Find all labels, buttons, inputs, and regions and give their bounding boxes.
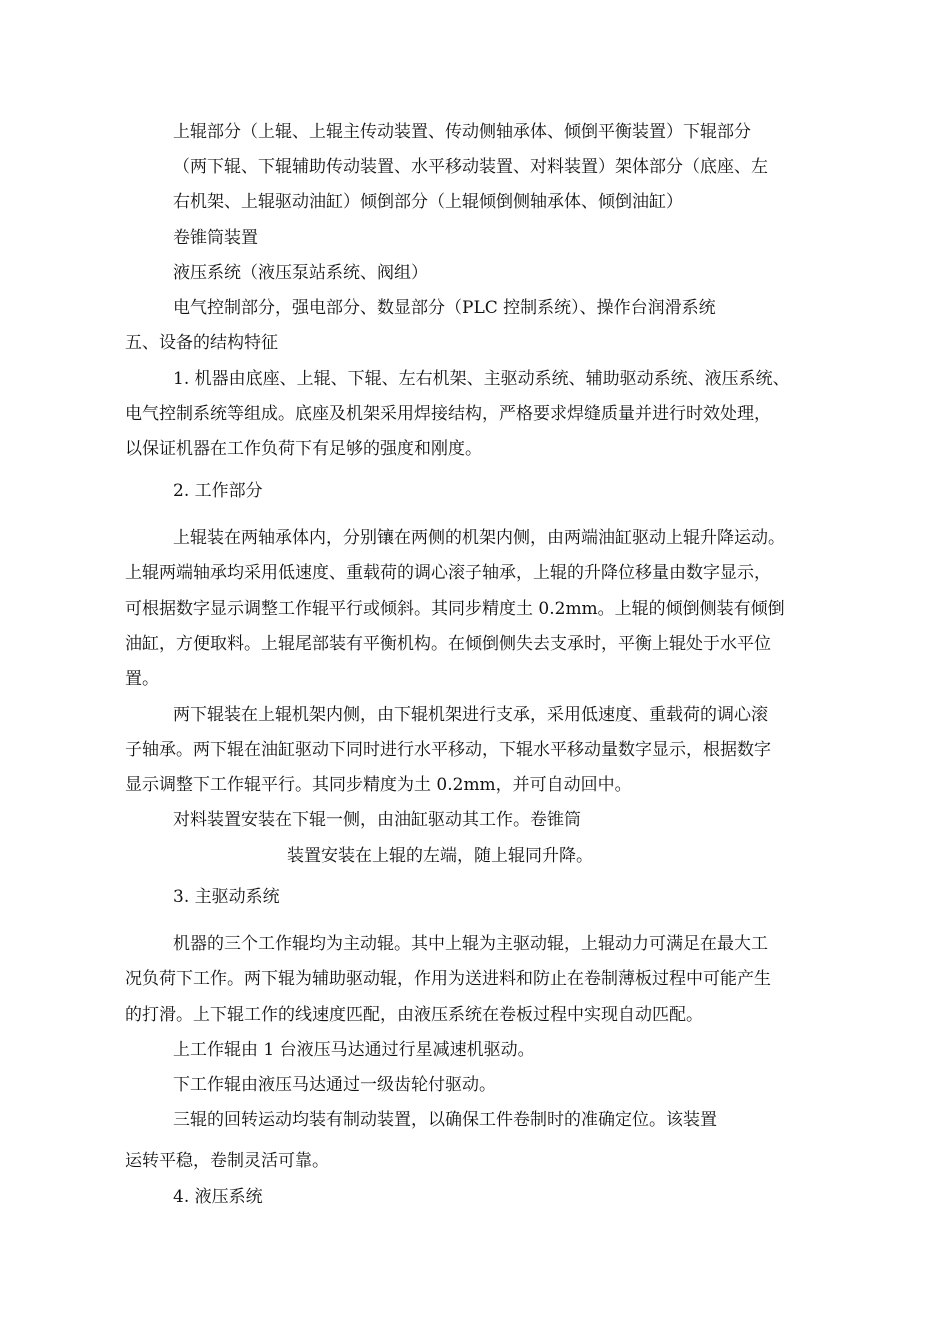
text-line: 上辊两端轴承均采用低速度、重载荷的调心滚子轴承，上辊的升降位移量由数字显示， <box>125 563 771 583</box>
section-heading: 五、设备的结构特征 <box>125 333 278 353</box>
text-line: 电气控制部分，强电部分、数显部分（PLC 控制系统）、操作台润滑系统 <box>173 298 716 318</box>
text-line: 两下辊装在上辊机架内侧，由下辊机架进行支承，采用低速度、重载荷的调心滚 <box>173 705 768 725</box>
item-3-heading: 3. 主驱动系统 <box>173 887 280 907</box>
text-line: 机器的三个工作辊均为主动辊。其中上辊为主驱动辊，上辊动力可满足在最大工 <box>173 934 768 954</box>
text-line: 上辊部分（上辊、上辊主传动装置、传动侧轴承体、倾倒平衡装置）下辊部分 <box>173 122 751 142</box>
text-line: 显示调整下工作辊平行。其同步精度为土 0.2mm，并可自动回中。 <box>125 775 632 795</box>
text-line: 卷锥筒装置 <box>173 228 258 248</box>
text-line: 三辊的回转运动均装有制动装置，以确保工件卷制时的准确定位。该装置 <box>173 1110 717 1130</box>
text-line: 以保证机器在工作负荷下有足够的强度和刚度。 <box>125 439 482 459</box>
text-line: 可根据数字显示调整工作辊平行或倾斜。其同步精度土 0.2mm。上辊的倾倒侧装有倾倒 <box>125 599 785 619</box>
text-line: 上辊装在两轴承体内，分别镶在两侧的机架内侧，由两端油缸驱动上辊升降运动。 <box>173 528 785 548</box>
text-line: 右机架、上辊驱动油缸）倾倒部分（上辊倾倒侧轴承体、倾倒油缸） <box>173 192 683 212</box>
text-line: 电气控制系统等组成。底座及机架采用焊接结构，严格要求焊缝质量并进行时效处理， <box>125 404 771 424</box>
text-line: 况负荷下工作。两下辊为辅助驱动辊，作用为送进料和防止在卷制薄板过程中可能产生 <box>125 969 771 989</box>
text-line: 装置安装在上辊的左端，随上辊同升降。 <box>287 846 593 866</box>
text-line: 油缸，方便取料。上辊尾部装有平衡机构。在倾倒侧失去支承时，平衡上辊处于水平位 <box>125 634 771 654</box>
text-line: 上工作辊由 1 台液压马达通过行星减速机驱动。 <box>173 1040 535 1060</box>
text-line: （两下辊、下辊辅助传动装置、水平移动装置、对料装置）架体部分（底座、左 <box>173 157 768 177</box>
text-line: 的打滑。上下辊工作的线速度匹配，由液压系统在卷板过程中实现自动匹配。 <box>125 1005 703 1025</box>
text-line: 子轴承。两下辊在油缸驱动下同时进行水平移动，下辊水平移动量数字显示，根据数字 <box>125 740 771 760</box>
text-line: 液压系统（液压泵站系统、阀组） <box>173 263 428 283</box>
text-line: 下工作辊由液压马达通过一级齿轮付驱动。 <box>173 1075 496 1095</box>
text-line: 对料装置安装在下辊一侧，由油缸驱动其工作。卷锥筒 <box>173 810 581 830</box>
text-line: 置。 <box>125 669 159 689</box>
item-4-heading: 4. 液压系统 <box>173 1187 263 1207</box>
text-line: 运转平稳，卷制灵活可靠。 <box>125 1151 329 1171</box>
text-line: 1. 机器由底座、上辊、下辊、左右机架、主驱动系统、辅助驱动系统、液压系统、 <box>173 369 790 389</box>
item-2-heading: 2. 工作部分 <box>173 481 263 501</box>
